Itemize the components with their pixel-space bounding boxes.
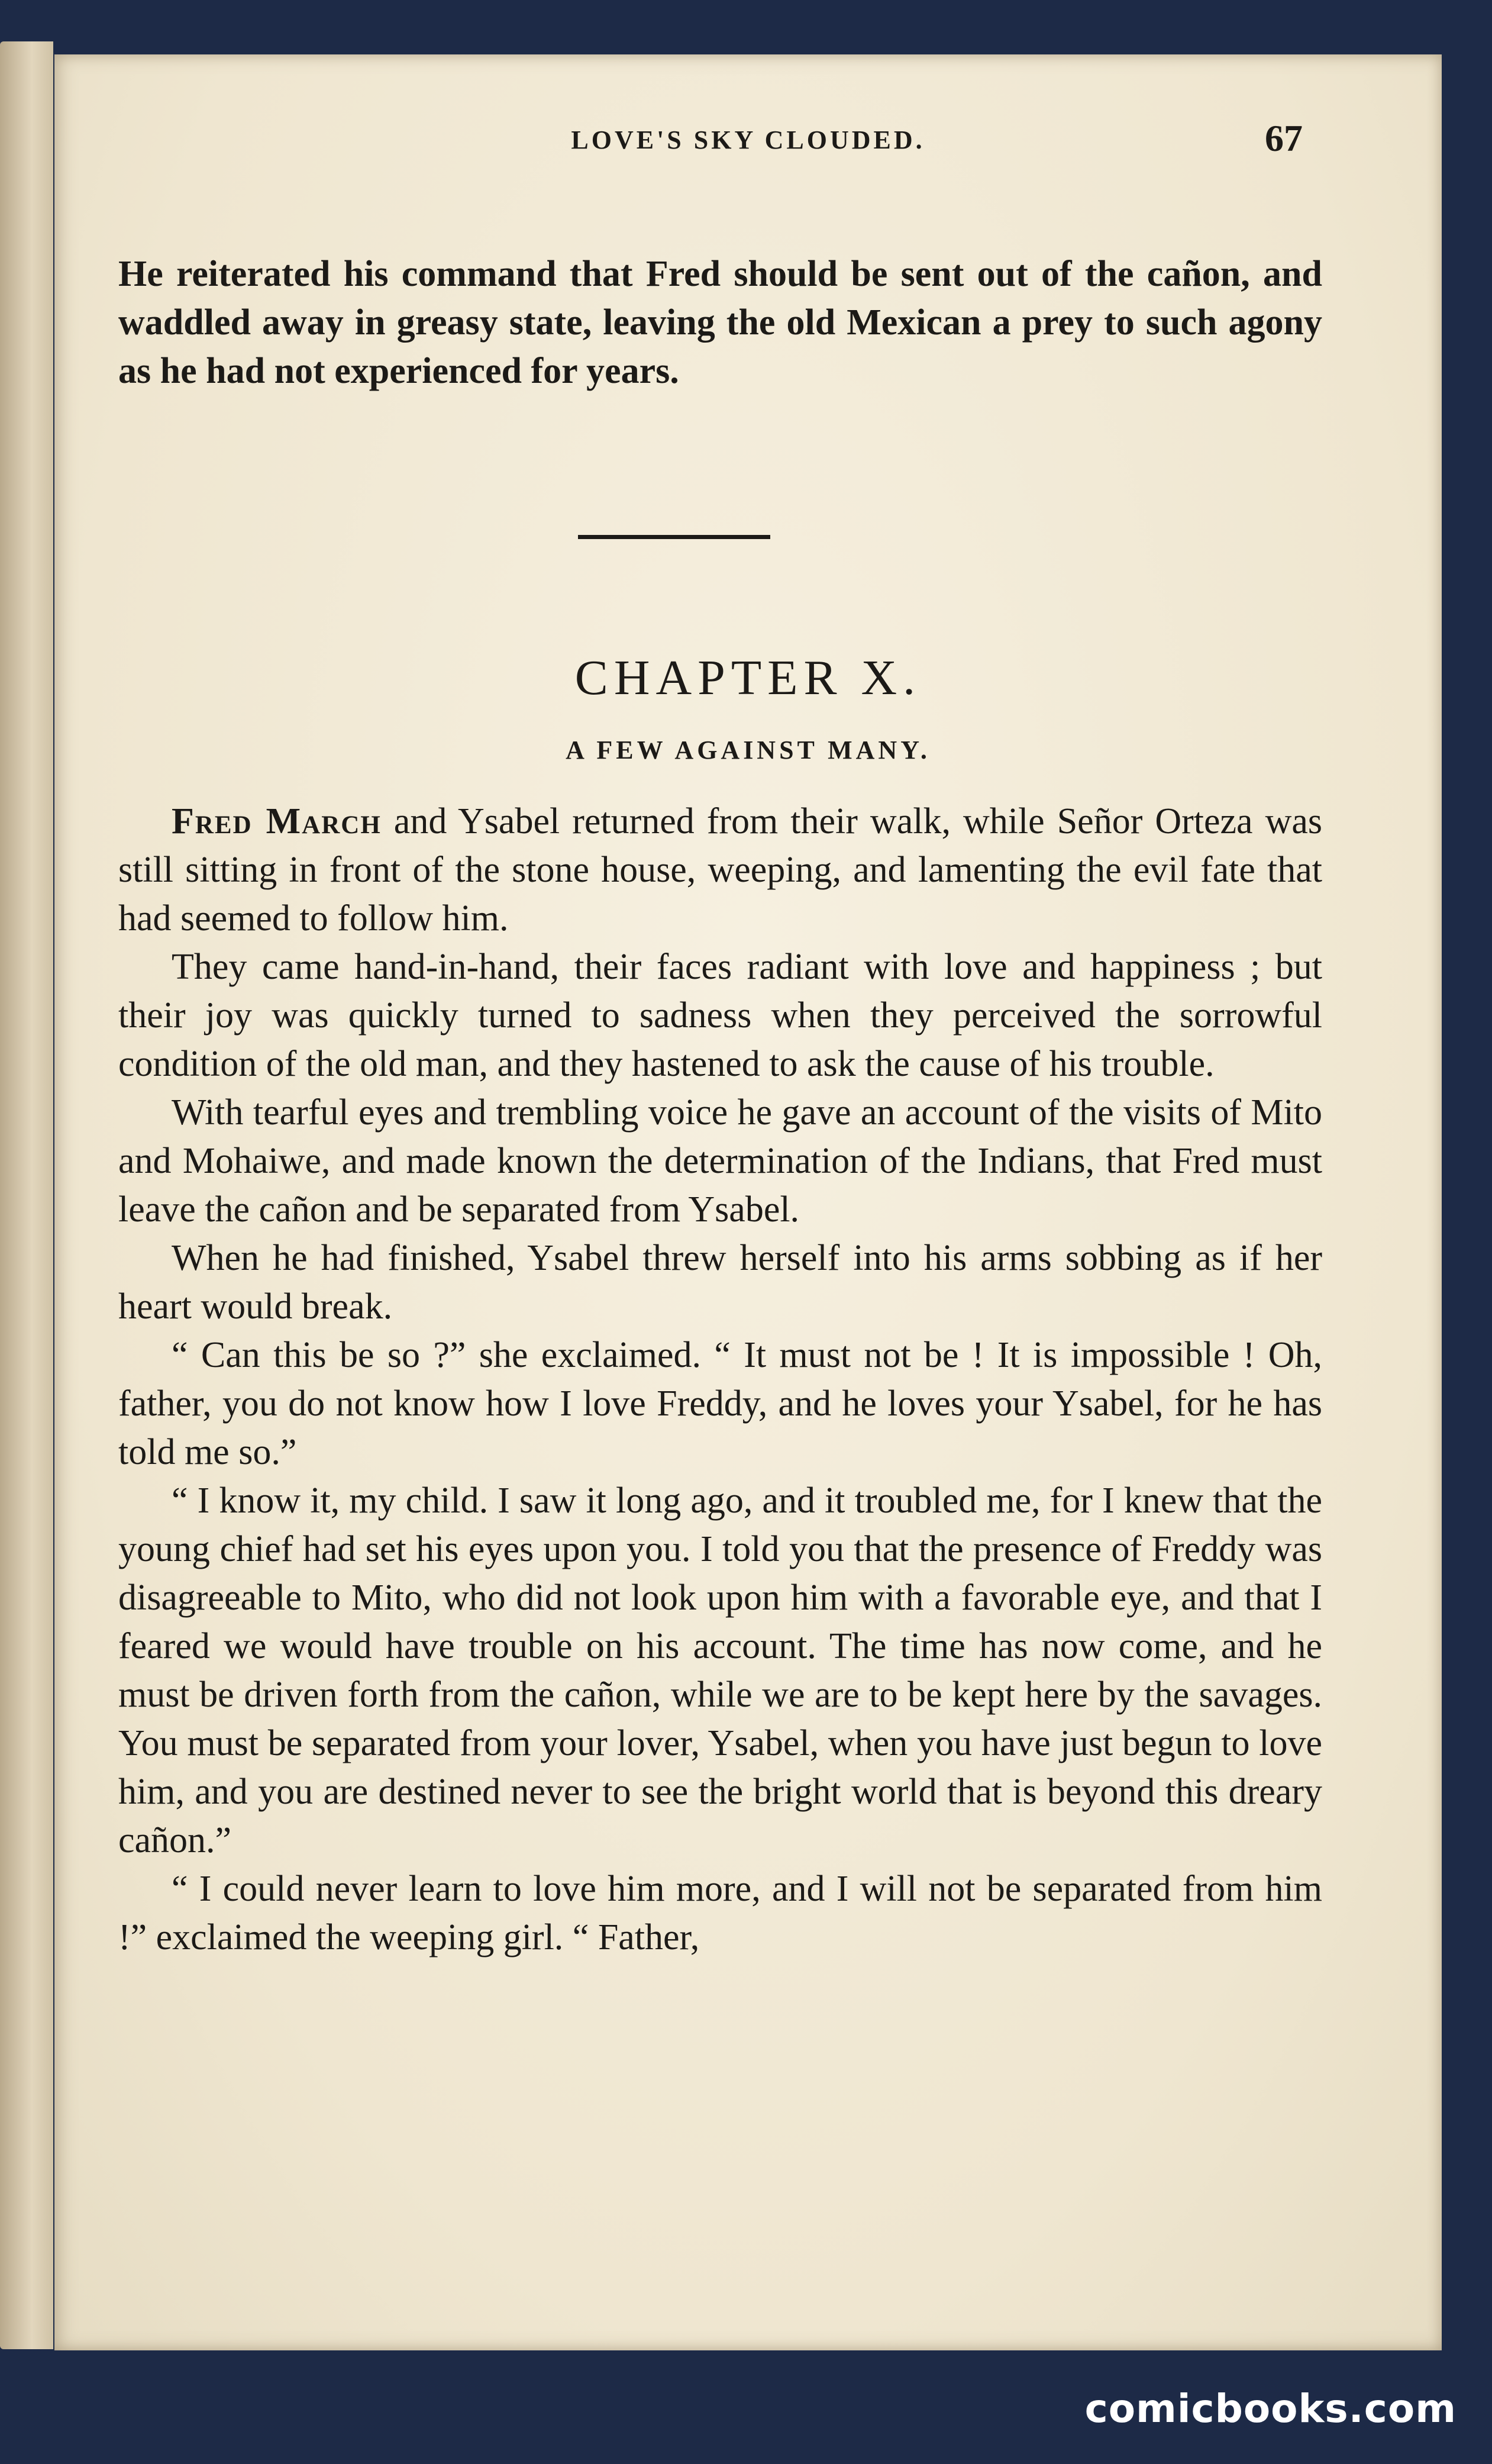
paragraph: “ I know it, my child. I saw it long ago, and it troubled me, for I knew that the young chief had set his eyes upon you. I told you that the presence of Freddy was disagreeable to Mito, who did not look upon him with a favorable eye, and that I feared we would have trouble on his account. The time has now come, and he must be driven forth from the cañon, while we are to be kept here by the savages. You must be separated from your lover, Ysabel, when you have just begun to love him, and you are destined never to see the bright world that is beyond this dreary cañon.” <box>118 1481 1322 1860</box>
page-number: 67 <box>1265 117 1303 159</box>
paragraph: They came hand-in-hand, their faces radiant with love and happiness ; but their joy was quickly turned to sadness when they perceived the sorrowful condition of the old man, and they hastened to ask the cause of his trouble. <box>118 947 1322 1084</box>
paragraph: “ Can this be so ?” she exclaimed. “ It must not be ! It is impossible ! Oh, father, you do not know how I love Freddy, and he loves your Ysabel, for he has told me so.” <box>118 1335 1322 1472</box>
chapter-body <box>118 797 1322 1962</box>
chapter-subtitle: A FEW AGAINST MANY. <box>566 736 931 765</box>
book-binding-edge <box>0 41 53 2349</box>
running-head: LOVE'S SKY CLOUDED. <box>571 125 925 154</box>
section-divider <box>578 535 770 539</box>
watermark: comicbooks.com <box>1084 2386 1457 2431</box>
paragraph-lead: Fred March <box>172 801 382 841</box>
page-header <box>54 117 1442 164</box>
paragraph-text: and Ysabel returned from their walk, while Señor Orteza was still sitting in front of the stone house, weeping, and lamenting the evil fate that had seemed to follow him. <box>118 801 1322 938</box>
paragraph <box>118 797 1322 943</box>
paragraph: With tearful eyes and trembling voice he gave an account of the visits of Mito and Mohaiwe, and made known the determination of the Indians, that Fred must leave the cañon and be separated from Ysabel. <box>118 1092 1322 1230</box>
chapter-title: CHAPTER X. <box>574 650 922 705</box>
paragraph: “ I could never learn to love him more, and I will not be separated from him !” exclaimed the weeping girl. “ Father, <box>118 1869 1322 1957</box>
book-page <box>54 54 1442 2350</box>
paragraph: When he had finished, Ysabel threw herself into his arms sobbing as if her heart would break. <box>118 1238 1322 1327</box>
paragraph: He reiterated his command that Fred should be sent out of the cañon, and waddled away in greasy state, leaving the old Mexican a prey to such agony as he had not experienced for years. <box>118 254 1322 391</box>
opening-paragraph <box>118 250 1322 395</box>
